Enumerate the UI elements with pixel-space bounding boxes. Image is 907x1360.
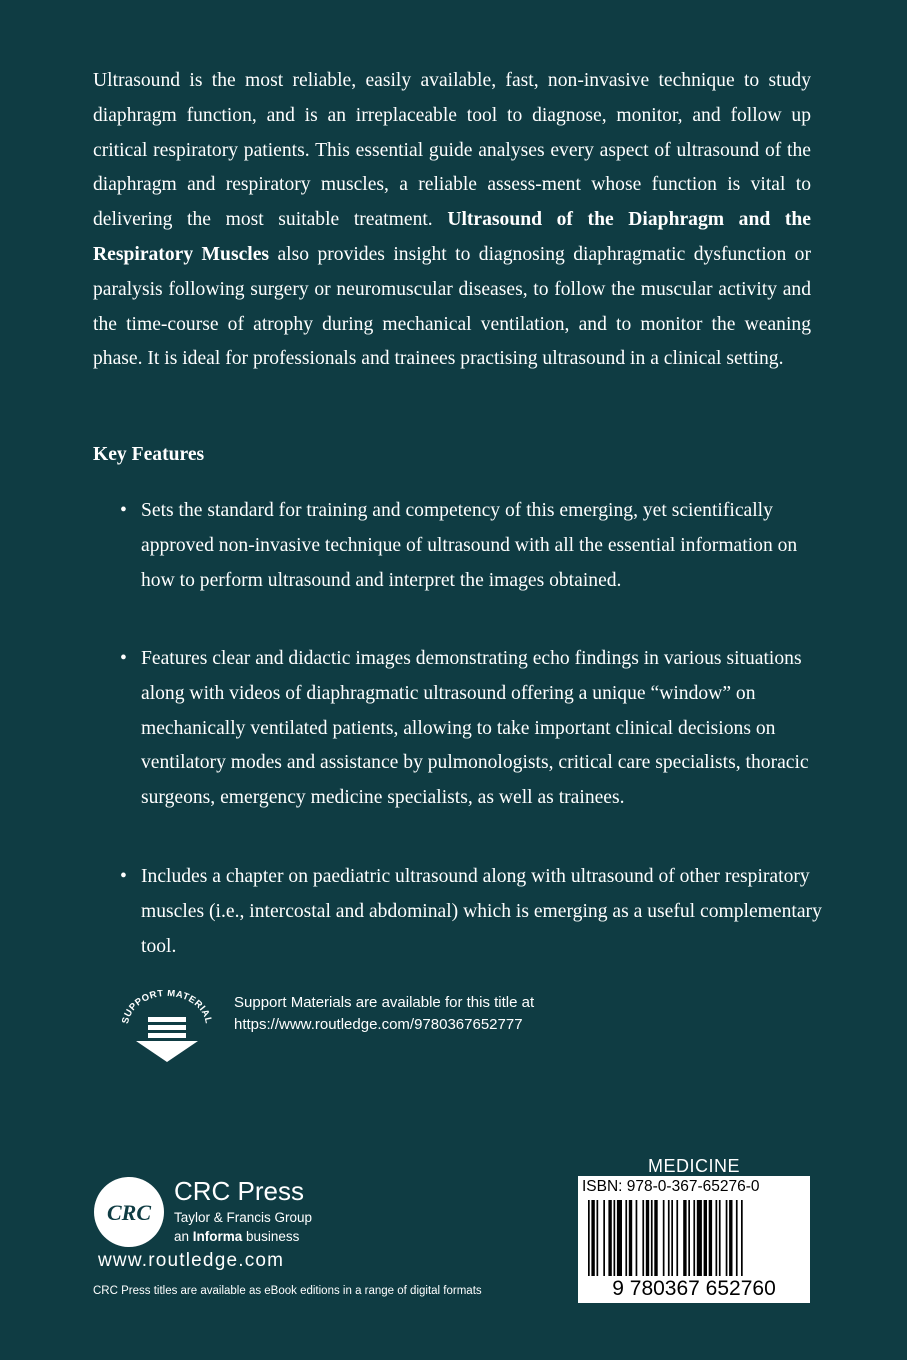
barcode-bar: [636, 1200, 638, 1276]
book-title-inline: Ultrasound of the Diaphragm and the Respiratory Muscles: [93, 209, 811, 265]
description-paragraph: [93, 64, 811, 377]
publisher-group: Taylor & Francis Group: [174, 1210, 313, 1225]
barcode-bar: [683, 1200, 686, 1276]
barcode-bar: [629, 1200, 632, 1276]
barcode-bar: [741, 1200, 743, 1276]
feature-text: Includes a chapter on paediatric ultrasound along with ultrasound of other respiratory muscles (i.e., intercostal and abdominal) which is emerging as a useful complementary tool.: [141, 866, 822, 957]
barcode-bar: [716, 1200, 718, 1276]
barcode-bar: [603, 1200, 605, 1276]
feature-text: Sets the standard for training and competency of this emerging, yet scientifically approved non-invasive technique of ultrasound with all the essential information on how to perform ultrasound and interpret the images obtained.: [141, 500, 798, 591]
barcode-bar: [726, 1200, 728, 1276]
crc-logo-text: CRC: [106, 1200, 152, 1225]
isbn-label: ISBN: 978-0-367-65276-0: [582, 1178, 760, 1195]
barcode-bar: [651, 1200, 653, 1276]
feature-item: [120, 860, 831, 964]
informa-suffix: business: [242, 1229, 300, 1244]
subject-category: MEDICINE: [648, 1156, 741, 1176]
barcode-bar: [709, 1200, 712, 1276]
feature-text: Features clear and didactic images demonstrating echo findings in various situations along with videos of diaphragmatic ultrasound offering a unique “window” on mechanically ventilated patients, allowing to take important clinical decisions on ventilatory modes and assistance by pulmonologists, critical care specialists, thoracic surgeons, emergency medicine specialists, as well as trainees.: [141, 648, 809, 809]
ebook-note: CRC Press titles are available as eBook editions in a range of digital formats: [93, 1285, 482, 1297]
barcode-bar: [654, 1200, 657, 1276]
barcode-bar: [736, 1200, 738, 1276]
barcode-bar: [617, 1200, 622, 1276]
barcode-bar: [729, 1200, 732, 1276]
barcode-bar: [608, 1200, 611, 1276]
barcode-bar: [663, 1200, 665, 1276]
barcode-bar: [597, 1200, 599, 1276]
publisher-name: CRC Press: [174, 1176, 305, 1206]
isbn-barcode: [578, 1176, 810, 1303]
barcode-bar: [671, 1200, 673, 1276]
barcode-bar: [676, 1200, 678, 1276]
publisher-website: www.routledge.com: [98, 1250, 285, 1271]
bullet-icon: •: [120, 866, 127, 887]
barcode-bars: [588, 1200, 800, 1278]
barcode-bar: [591, 1200, 594, 1276]
informa-prefix: an: [174, 1229, 193, 1244]
description-text-1: Ultrasound is the most reliable, easily available, fast, non-invasive technique to study diaphragm function, and is an irreplaceable tool to diagnose, monitor, and follow up critical respiratory patients. This essential guide analyses every aspect of ultrasound of the diaphragm and respiratory muscles, a reliable assess-ment whose function is vital to delivering the most suitable treatment.: [93, 70, 811, 231]
support-url: https://www.routledge.com/9780367652777: [234, 1016, 523, 1033]
barcode-bar: [588, 1200, 590, 1276]
feature-item: [120, 494, 831, 598]
barcode-bar: [688, 1200, 690, 1276]
support-icon-label: SUPPORT MATERIAL: [120, 990, 214, 1025]
barcode-bar: [697, 1200, 702, 1276]
barcode-bar: [646, 1200, 649, 1276]
feature-item: [120, 642, 831, 816]
key-features-heading: Key Features: [93, 444, 205, 465]
barcode-bar: [642, 1200, 644, 1276]
crc-press-logo: [93, 1176, 165, 1248]
barcode-bar: [614, 1200, 616, 1276]
publisher-informa: [174, 1228, 299, 1246]
barcode-bar: [625, 1200, 627, 1276]
support-material-download-icon: [118, 990, 216, 1064]
barcode-bar: [704, 1200, 707, 1276]
barcode-digits: 9 780367 652760: [612, 1277, 776, 1300]
bullet-icon: •: [120, 500, 127, 521]
support-line: Support Materials are available for this title at: [234, 994, 535, 1011]
barcode-bar: [693, 1200, 695, 1276]
barcode-bar: [668, 1200, 670, 1276]
barcode-bar: [719, 1200, 721, 1276]
support-materials-note: [234, 992, 534, 1036]
bullet-icon: •: [120, 648, 127, 669]
informa-brand: Informa: [192, 1229, 243, 1244]
description-text-2: also provides insight to diagnosing diaphragmatic dysfunction or paralysis following surgery or neuromuscular diseases, to follow the muscular activity and the time-course of atrophy during mechanical ventilation, and to monitor the weaning phase. It is ideal for professionals and trainees practising ultrasound in a clinical setting.: [93, 243, 811, 370]
